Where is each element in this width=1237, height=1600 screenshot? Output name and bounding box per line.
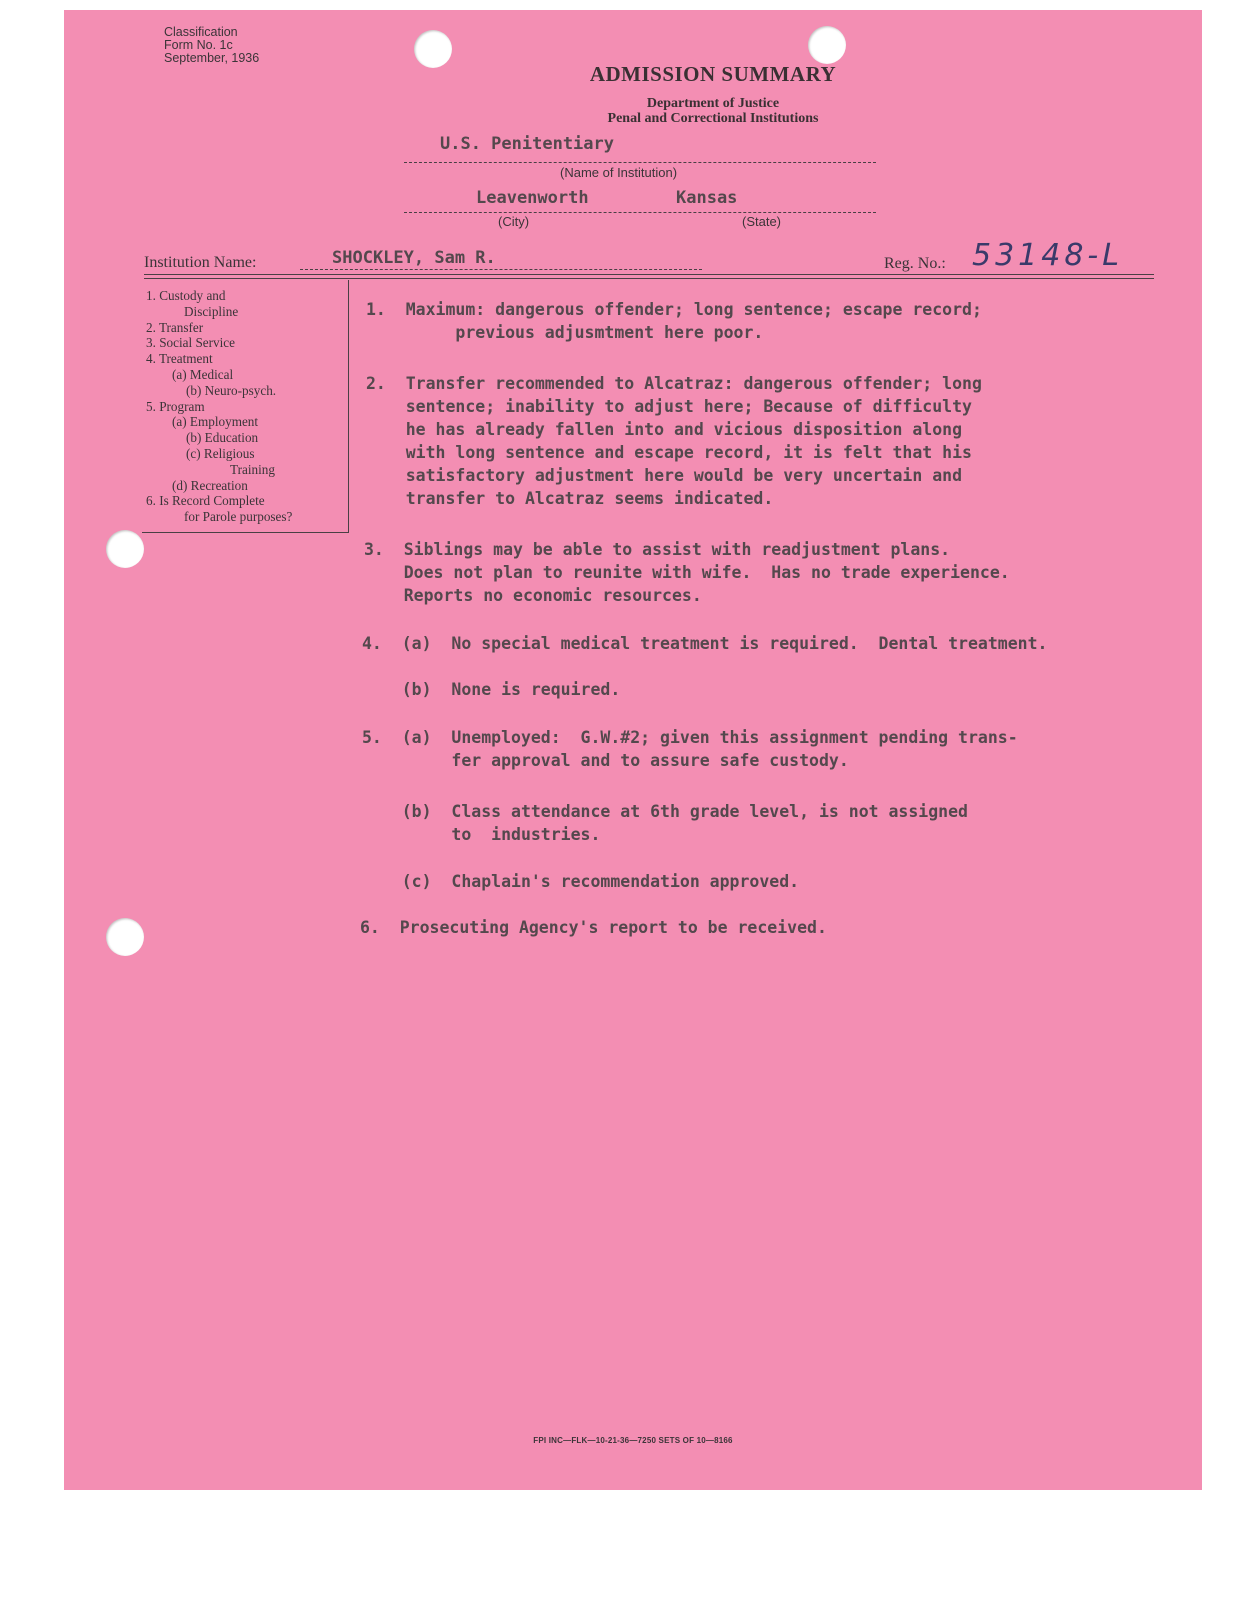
institution-dash-line — [404, 162, 876, 163]
category-item: Training — [230, 461, 275, 477]
category-item: 4. Treatment — [146, 351, 213, 367]
category-item: 3. Social Service — [146, 335, 235, 351]
printer-imprint: FPI INC—FLK—10-21-36—7250 SETS OF 10—8166 — [533, 1436, 733, 1445]
category-item: (b) Neuro-psych. — [186, 382, 277, 398]
category-item: Discipline — [184, 303, 239, 319]
city-value: Leavenworth — [476, 188, 589, 208]
institution-caption: (Name of Institution) — [560, 165, 678, 180]
entry-treatment-medical: 4. (a) No special medical treatment is required. Dental treatment. — [362, 634, 1048, 653]
header-rule-bottom — [144, 278, 1154, 279]
entry-program-employment: 5. (a) Unemployed: G.W.#2; given this assignment pending trans- fer approval and to assure safe custody. — [362, 728, 1018, 770]
category-item: for Parole purposes? — [184, 509, 293, 525]
division-name: Penal and Correctional Institutions — [607, 111, 819, 126]
category-item: (a) Employment — [172, 414, 259, 430]
category-item: (d) Recreation — [172, 477, 248, 493]
city-caption: (City) — [498, 214, 530, 229]
entry-custody: 1. Maximum: dangerous offender; long sentence; escape record; previous adjusmtment here poor. — [366, 300, 982, 342]
state-value: Kansas — [676, 188, 738, 208]
page-title: ADMISSION SUMMARY — [589, 62, 837, 86]
entry-transfer: 2. Transfer recommended to Alcatraz: dangerous offender; long sentence; inability to adjust here; Because of difficulty he has already fallen into and vicious disposition along with long sentence and escape record, it is felt that his satisfactory adjustment here would be very uncertain and transfer to Alcatraz seems indicated. — [366, 374, 982, 508]
department-name: Department of Justice — [646, 96, 780, 111]
inmate-name-value: SHOCKLEY, Sam R. — [332, 248, 496, 268]
category-item: (a) Medical — [172, 366, 234, 382]
category-item: 1. Custody and — [146, 288, 226, 303]
category-item: 2. Transfer — [146, 319, 204, 335]
header-rule-top — [144, 274, 1154, 275]
state-caption: (State) — [742, 214, 782, 229]
entry-program-religious: (c) Chaplain's recommendation approved. — [362, 872, 800, 891]
category-item: 5. Program — [146, 398, 205, 414]
punch-hole-top-right — [808, 26, 846, 64]
category-item: (c) Religious — [186, 445, 255, 461]
category-item: (b) Education — [186, 430, 259, 446]
entry-program-education: (b) Class attendance at 6th grade level, is not assigned to industries. — [401, 802, 968, 844]
institution-name-label: Institution Name: — [144, 254, 257, 271]
reg-number-value: 53148-L — [972, 238, 1123, 273]
name-dash-line — [300, 269, 702, 270]
institution-value: U.S. Penitentiary — [440, 134, 614, 154]
form-date: September, 1936 — [164, 51, 260, 65]
department-heading — [64, 96, 1202, 126]
entry-parole-record: 6. Prosecuting Agency's report to be received. — [360, 918, 827, 937]
entry-social-service: 3. Siblings may be able to assist with readjustment plans. Does not plan to reunite with wife. Has no trade experience. Reports no economic resources. — [364, 540, 1010, 605]
form-identifier — [164, 26, 259, 65]
form-sheet — [64, 10, 1202, 1490]
classification-line: Classification — [164, 25, 238, 39]
punch-hole-side-upper — [106, 530, 144, 568]
punch-hole-side-lower — [106, 918, 144, 956]
reg-number-label: Reg. No.: — [884, 255, 946, 272]
entry-treatment-neuro: (b) None is required. — [362, 680, 621, 699]
category-list — [146, 288, 292, 525]
form-number: Form No. 1c — [164, 38, 233, 52]
category-item: 6. Is Record Complete — [146, 493, 265, 509]
city-state-dash-line — [404, 212, 876, 213]
